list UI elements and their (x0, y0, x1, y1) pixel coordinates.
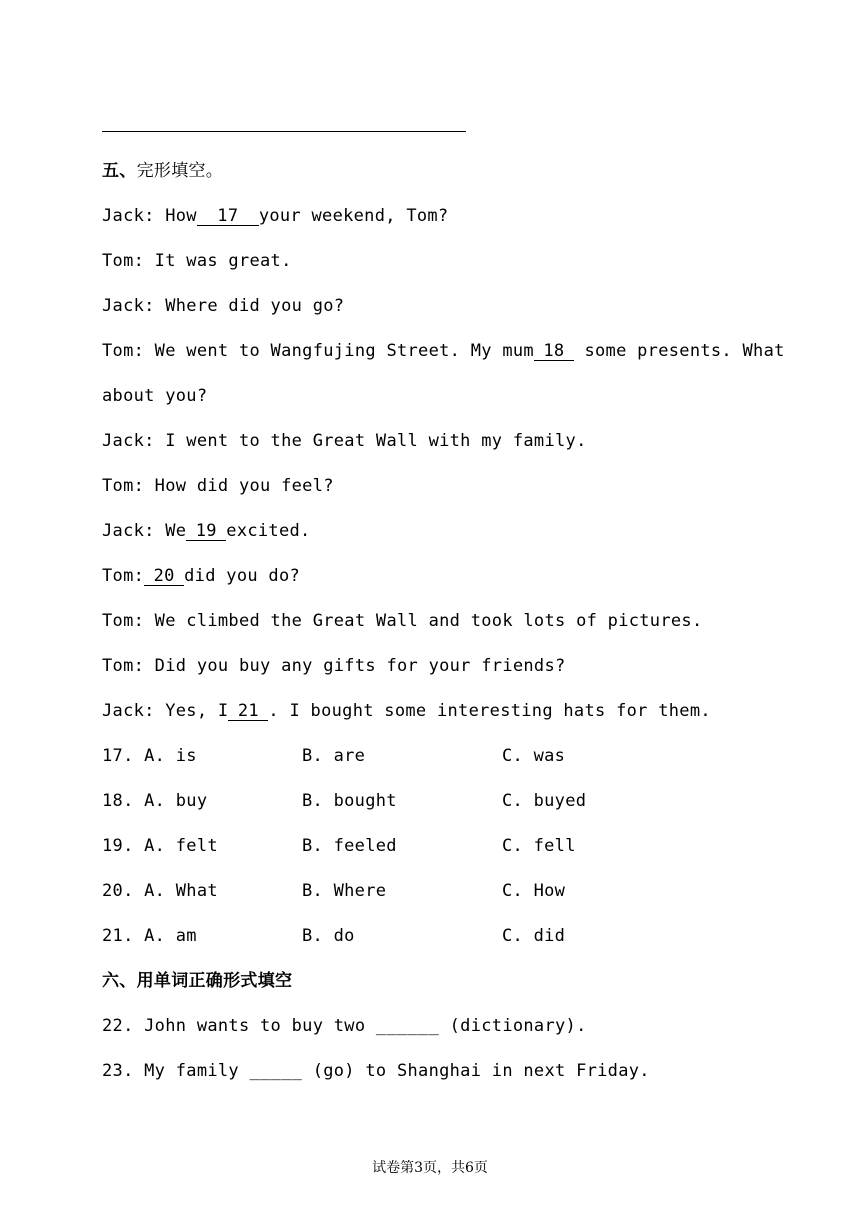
dialogue-line-4-cont: about you? (102, 386, 208, 406)
section-5-number: 五、 (102, 161, 137, 181)
dialogue-line-3: Jack: Where did you go? (102, 296, 345, 316)
dialogue-text: excited. (226, 521, 311, 541)
dialogue-line-7 (102, 520, 311, 542)
blank-19: 19 (186, 522, 226, 541)
answer-line (102, 131, 466, 132)
question-18-option-a: 18. A. buy (102, 791, 208, 811)
dialogue-text: your weekend, Tom? (258, 206, 449, 226)
question-20-option-c: C. How (502, 881, 566, 901)
section-5-heading (102, 160, 223, 182)
question-19-option-c: C. fell (502, 836, 576, 856)
dialogue-text: did you do? (184, 566, 301, 586)
dialogue-line-1 (102, 205, 448, 227)
dialogue-line-9: Tom: We climbed the Great Wall and took lots of pictures. (102, 611, 703, 631)
question-19-option-a: 19. A. felt (102, 836, 218, 856)
dialogue-line-4 (102, 340, 785, 362)
dialogue-text: some presents. What (573, 341, 785, 361)
blank-20: 20 (144, 567, 184, 586)
blank-18: 18 (534, 342, 574, 361)
dialogue-line-8 (102, 565, 300, 587)
page-footer: 试卷第3页，共6页 (372, 1160, 488, 1176)
dialogue-text: Jack: Yes, I (102, 701, 229, 721)
question-22: 22. John wants to buy two ______ (dictionary). (102, 1016, 587, 1036)
dialogue-line-6: Tom: How did you feel? (102, 476, 334, 496)
question-18-option-b: B. bought (302, 791, 397, 811)
dialogue-line-2: Tom: It was great. (102, 251, 292, 271)
blank-21: 21 (228, 702, 268, 721)
dialogue-text: Tom: We went to Wangfujing Street. My mum (102, 341, 534, 361)
question-19-option-b: B. feeled (302, 836, 397, 856)
dialogue-text: Jack: We (102, 521, 187, 541)
dialogue-text: Tom: (102, 566, 145, 586)
question-20-option-a: 20. A. What (102, 881, 218, 901)
dialogue-line-11 (102, 700, 711, 722)
section-5-title: 完形填空。 (136, 161, 224, 181)
dialogue-line-10: Tom: Did you buy any gifts for your friends? (102, 656, 566, 676)
question-17-option-a: 17. A. is (102, 746, 197, 766)
dialogue-text: . I bought some interesting hats for them. (268, 701, 711, 721)
question-17-option-b: B. are (302, 746, 366, 766)
question-21-option-b: B. do (302, 926, 355, 946)
question-17-option-c: C. was (502, 746, 566, 766)
question-21-option-a: 21. A. am (102, 926, 197, 946)
dialogue-text: Jack: How (102, 206, 197, 226)
question-20-option-b: B. Where (302, 881, 387, 901)
blank-17: 17 (197, 207, 259, 226)
question-21-option-c: C. did (502, 926, 566, 946)
question-23: 23. My family _____ (go) to Shanghai in next Friday. (102, 1061, 650, 1081)
dialogue-line-5: Jack: I went to the Great Wall with my family. (102, 431, 587, 451)
question-18-option-c: C. buyed (502, 791, 587, 811)
section-6-heading: 六、用单词正确形式填空 (102, 971, 293, 991)
